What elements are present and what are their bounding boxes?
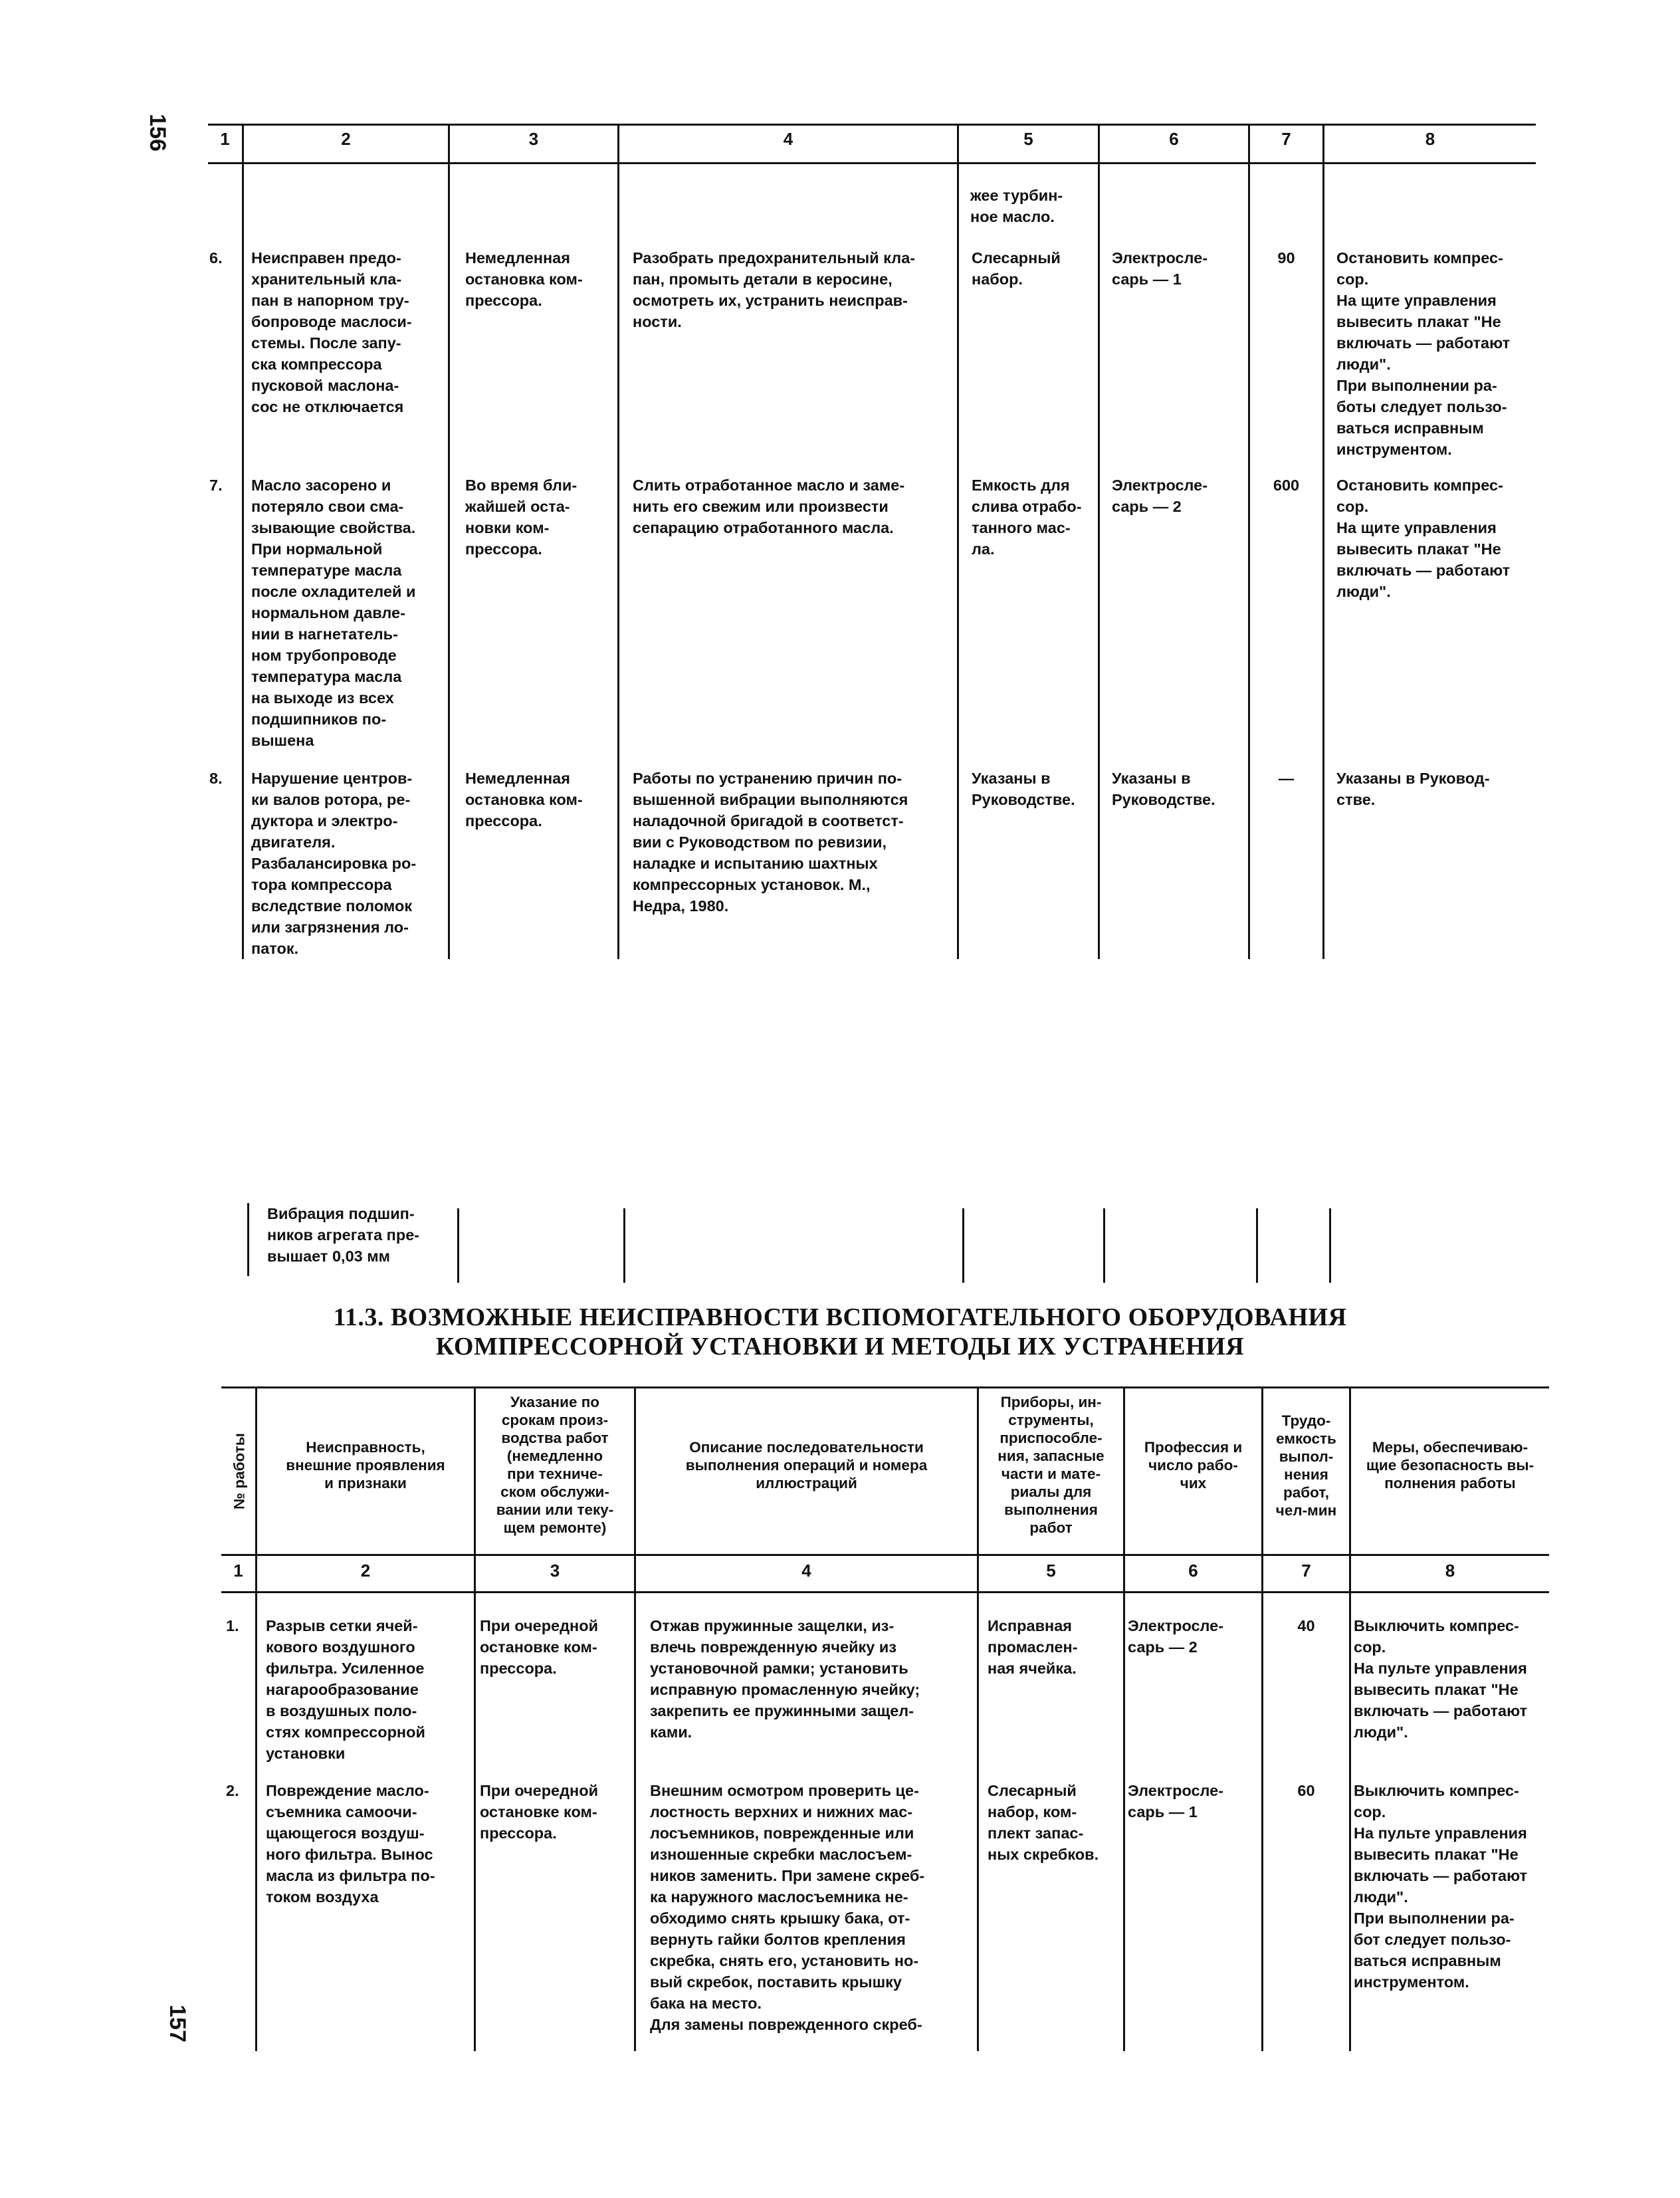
top-header-num-8: 8 (1425, 129, 1435, 149)
safety-measures: Остановить компрес- сор. На щите управления вывесить плакат "Не включать — работают люди". При выполнении ра- боты следует пользо- ваться исправным инструментом. (1336, 249, 1511, 458)
top-header-num-2: 2 (341, 129, 351, 149)
tools-materials: Указаны в Руководстве. (972, 770, 1075, 808)
bottom-header-num-4: 4 (801, 1561, 811, 1581)
header-fault: Неисправность, внешние проявления и признаки (286, 1439, 445, 1491)
top-table-divider (617, 124, 619, 959)
fault-description: Разрыв сетки ячей- кового воздушного фильтра. Усиленное нагарообразование в воздушных поло- стях компрессорной установки (266, 1617, 425, 1762)
section-title-line-2: КОМПРЕССОРНОЙ УСТАНОВКИ И МЕТОДЫ ИХ УСТРАНЕНИЯ (435, 1333, 1245, 1361)
operation-description: Работы по устранению причин по- вышенной вибрации выполняются наладочной бригадой в соответст- вии с Руководством по ревизии, наладке и испытанию шахтных компрессорных установок. М., Недра, 1980. (633, 770, 908, 915)
top-header-num-3: 3 (528, 129, 539, 149)
fragment-divider (247, 1203, 249, 1276)
fragment-divider (1329, 1208, 1331, 1283)
profession-workers: Электросле- сарь — 1 (1112, 249, 1208, 288)
bottom-header-num-2: 2 (360, 1561, 371, 1581)
row-number: 8. (209, 770, 223, 787)
labor-intensity: — (1278, 770, 1295, 787)
labor-intensity: 40 (1297, 1617, 1315, 1634)
work-timing: При очередной остановке ком- прессора. (480, 1782, 599, 1842)
fault-description: Нарушение центров- ки валов ротора, ре- дуктора и электро- двигателя. Разбалансировка ро- тора компрессора вследствие поломок или загрязнения ло- паток. (251, 770, 417, 957)
fragment-divider (1103, 1208, 1105, 1283)
safety-measures: Выключить компрес- сор. На пульте управления вывесить плакат "Не включать — работают люди". При выполнении ра- бот следует пользо- ваться исправным инструментом. (1354, 1782, 1528, 1991)
profession-workers: Электросле- сарь — 2 (1112, 477, 1208, 515)
top-header-num-6: 6 (1169, 129, 1179, 149)
row-number: 1. (226, 1617, 239, 1634)
bottom-header-num-3: 3 (550, 1561, 560, 1581)
safety-measures: Выключить компрес- сор. На пульте управления вывесить плакат "Не включать — работают люди". (1354, 1617, 1528, 1741)
header-timing: Указание по срокам произ- водства работ (немедленно при техниче- ском обслужи- вании или теку- щем ремонте) (496, 1394, 614, 1536)
labor-intensity: 90 (1277, 249, 1295, 267)
page-number-bottom: 157 (164, 2005, 190, 2042)
bottom-header-num-7: 7 (1301, 1561, 1311, 1581)
page-number-top: 156 (144, 114, 170, 152)
operation-description: Внешним осмотром проверить це- лостность верхних и нижних мас- лосъемников, поврежденные или изношенные скребки маслосъем- ников заменить. При замене скреб- ка наружного маслосъемника не- обходимо снять крышку бака, от- вернуть гайки болтов крепления скребка, снять его, установить но- вый скребок, поставить крышку бака на место. Для замены поврежденного скреб- (650, 1782, 925, 2033)
fragment-divider (1256, 1208, 1258, 1283)
bottom-header-num-6: 6 (1188, 1561, 1198, 1581)
work-timing: Немедленная остановка ком- прессора. (465, 249, 583, 309)
top-table-divider (1098, 124, 1100, 959)
work-timing: Немедленная остановка ком- прессора. (465, 770, 583, 829)
row-number: 6. (209, 249, 223, 267)
bottom-header-num-5: 5 (1046, 1561, 1056, 1581)
header-safety: Меры, обеспечиваю- щие безопасность вы- полнения работы (1366, 1439, 1534, 1491)
tools-materials: Слесарный набор, ком- плект запас- ных скребков. (988, 1782, 1099, 1863)
operation-description: Отжав пружинные защелки, из- влечь поврежденную ячейку из установочной рамки; установить исправную промасленную ячейку; закрепить ее пружинными защел- ками. (650, 1617, 920, 1741)
vibration-fault-text: Вибрация подшип- ников агрегата пре- вышает 0,03 мм (267, 1205, 420, 1265)
top-header-num-5: 5 (1023, 129, 1033, 149)
fragment-divider (962, 1208, 964, 1283)
header-work-number: № работы (231, 1433, 248, 1509)
tools-materials: Исправная промаслен- ная ячейка. (988, 1617, 1078, 1677)
safety-measures: Остановить компрес- сор. На щите управления вывесить плакат "Не включать — работают люди". (1336, 477, 1511, 600)
bottom-header-num-1: 1 (233, 1561, 243, 1581)
tools-materials: Слесарный набор. (972, 249, 1061, 288)
top-header-num-1: 1 (220, 129, 230, 149)
header-labor: Трудо- емкость выпол- нения работ, чел-мин (1275, 1412, 1337, 1519)
header-tools: Приборы, ин- струменты, приспособле- ния, запасные части и мате- риалы для выполнения работ (998, 1394, 1104, 1536)
top-table-divider (448, 124, 450, 959)
tools-materials: Емкость для слива отрабо- танного мас- ла. (972, 477, 1082, 558)
top-header-num-4: 4 (783, 129, 793, 149)
fragment-divider (623, 1208, 625, 1283)
top-header-num-7: 7 (1281, 129, 1291, 149)
profession-workers: Электросле- сарь — 1 (1128, 1782, 1224, 1820)
operation-description: Слить отработанное масло и заме- нить его свежим или произвести сепарацию отработанного масла. (633, 477, 905, 536)
continued-tools-text: жее турбин- ное масло. (970, 187, 1063, 225)
top-table-divider (1322, 124, 1324, 959)
fault-description: Неисправен предо- хранительный кла- пан в напорном тру- бопроводе маслоси- стемы. После запу- ска компрессора пусковой маслона- сос не отключается (251, 249, 412, 415)
header-description: Описание последовательности выполнения операций и номера иллюстраций (685, 1439, 928, 1491)
fault-description: Масло засорено и потеряло свои сма- зывающие свойства. При нормальной температуре масла после охладителей и нормальном давле- нии в нагнетатель- ном трубопроводе температура масла на выходе из всех подшипников по- вышена (251, 477, 416, 749)
row-number: 2. (226, 1782, 239, 1799)
profession-workers: Указаны в Руководстве. (1112, 770, 1215, 808)
row-number: 7. (209, 477, 223, 494)
labor-intensity: 600 (1273, 477, 1300, 494)
top-table-rule-header (208, 162, 1536, 164)
fragment-divider (457, 1208, 459, 1283)
section-title-line-1: 11.3. ВОЗМОЖНЫЕ НЕИСПРАВНОСТИ ВСПОМОГАТЕЛЬНОГО ОБОРУДОВАНИЯ (333, 1303, 1347, 1331)
top-table-rule-top (208, 124, 1536, 126)
profession-workers: Электросле- сарь — 2 (1128, 1617, 1224, 1656)
operation-description: Разобрать предохранительный кла- пан, промыть детали в керосине, осмотреть их, устранить неисправ- ности. (633, 249, 916, 330)
work-timing: Во время бли- жайшей оста- новки ком- прессора. (465, 477, 578, 558)
header-profession: Профессия и число рабо- чих (1144, 1439, 1243, 1491)
top-table-divider (957, 124, 959, 959)
safety-measures: Указаны в Руковод- стве. (1336, 770, 1490, 808)
bottom-header-num-8: 8 (1445, 1561, 1455, 1581)
labor-intensity: 60 (1297, 1782, 1315, 1799)
fault-description: Повреждение масло- съемника самоочи- щающегося воздуш- ного фильтра. Вынос масла из фильтра по- током воздуха (266, 1782, 435, 1906)
top-table-divider (242, 124, 244, 959)
work-timing: При очередной остановке ком- прессора. (480, 1617, 599, 1677)
